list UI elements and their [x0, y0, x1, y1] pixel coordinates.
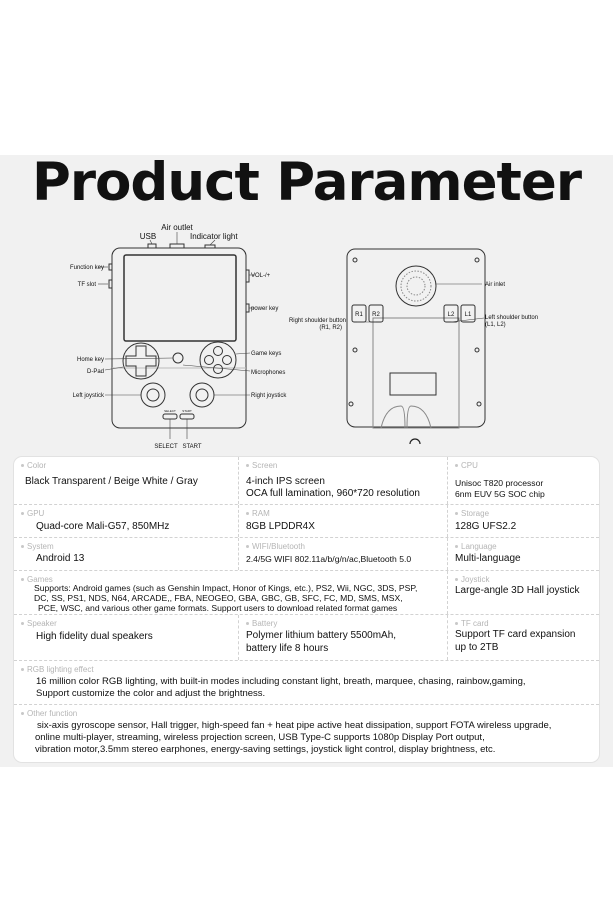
- spec-speaker-value: High fidelity dual speakers: [36, 631, 153, 642]
- label-left-shoulder-2: (L1, L2): [485, 322, 506, 328]
- headphone-jack-icon: [410, 439, 420, 444]
- label-microphones: Microphones: [251, 370, 286, 376]
- right-joystick-shape: [190, 383, 214, 407]
- left-joystick-shape: [141, 383, 165, 407]
- back-view: [347, 249, 485, 444]
- page-title: Product Parameter: [32, 152, 581, 213]
- spec-tf-card-line1: Support TF card expansion: [455, 629, 576, 640]
- spec-wifi: [238, 538, 447, 570]
- tf-slot-shape: [109, 280, 112, 288]
- spec-rgb: [14, 661, 601, 704]
- spec-other-line3: vibration motor,3.5mm stereo earphones, energy-saving settings, joystick light control, display brightness, etc.: [35, 744, 496, 755]
- label-r1: R1: [355, 312, 363, 318]
- spec-other-label: Other function: [27, 709, 78, 718]
- label-r2: R2: [372, 312, 380, 318]
- spec-cpu-line1: Unisoc T820 processor: [455, 478, 544, 488]
- spec-color-label: Color: [27, 461, 47, 470]
- start-button-shape: [180, 414, 194, 419]
- spec-language: [447, 538, 601, 570]
- spec-other-line2: online multi-player, streaming, wireless projection screen, USB Type-C supports 1080p Display Port output,: [35, 732, 485, 743]
- back-label-panel: [390, 373, 436, 395]
- spec-row-6: [14, 661, 599, 705]
- spec-other: [14, 705, 601, 763]
- spec-joystick-label: Joystick: [461, 575, 490, 584]
- spec-row-5: [14, 615, 599, 661]
- back-body-outline: [347, 249, 485, 427]
- spec-battery-line2: battery life 8 hours: [246, 643, 329, 654]
- spec-battery-label: Battery: [252, 619, 278, 628]
- usb-port: [148, 244, 156, 248]
- front-view: [98, 232, 255, 439]
- spec-storage-label: Storage: [461, 509, 490, 518]
- label-usb: USB: [139, 232, 157, 241]
- label-air-outlet: Air outlet: [161, 223, 193, 232]
- spec-rgb-label: RGB lighting effect: [27, 665, 94, 674]
- label-l2: L2: [447, 312, 455, 318]
- spec-language-label: Language: [461, 542, 497, 551]
- spec-joystick: [447, 571, 601, 614]
- spec-ram-label: RAM: [252, 509, 270, 518]
- label-select-small: SELECT: [164, 409, 176, 413]
- spec-row-1: [14, 457, 599, 505]
- spec-battery: [238, 615, 447, 660]
- spec-color: [14, 457, 238, 504]
- spec-games: [14, 571, 447, 614]
- spec-cpu: [447, 457, 601, 504]
- spec-color-value: Black Transparent / Beige White / Gray: [25, 476, 198, 487]
- label-select: SELECT: [154, 444, 178, 450]
- air-outlet-vent: [170, 244, 184, 248]
- front-labels: [70, 223, 287, 450]
- spec-battery-line1: Polymer lithium battery 5500mAh,: [246, 630, 397, 641]
- label-game-keys: Game keys: [251, 351, 282, 357]
- indicator-light-shape: [205, 245, 215, 248]
- spec-games-line2: DC, SS, PS1, NDS, N64, ARCADE,, FBA, NEOGEO, GBA, GBC, GB, SFC, FC, MD, SMS, MSX,: [34, 593, 403, 603]
- spec-screen: [238, 457, 447, 504]
- spec-screen-line2: OCA full lamination, 960*720 resolution: [246, 488, 420, 499]
- label-d-pad: D-Pad: [86, 369, 104, 375]
- spec-joystick-value: Large-angle 3D Hall joystick: [455, 585, 580, 596]
- spec-language-value: Multi-language: [455, 553, 521, 564]
- front-body-outline: [112, 248, 246, 428]
- spec-system-label: System: [27, 542, 54, 551]
- air-inlet-fan: [396, 266, 436, 306]
- device-diagram: [0, 218, 613, 458]
- label-left-shoulder-1: Left shoulder button: [485, 315, 539, 321]
- spec-speaker-label: Speaker: [27, 619, 57, 628]
- spec-storage: [447, 505, 601, 537]
- label-power-key: power key: [251, 306, 279, 312]
- spec-cpu-label: CPU: [461, 461, 478, 470]
- label-start-small: START: [182, 409, 192, 413]
- dpad-ring: [123, 343, 159, 379]
- spec-gpu: [14, 505, 238, 537]
- spec-tf-card-line2: up to 2TB: [455, 642, 499, 653]
- label-tf-slot: TF slot: [77, 282, 96, 288]
- spec-tf-card: [447, 615, 601, 660]
- abxy-ring: [200, 342, 236, 378]
- back-labels: [289, 282, 538, 331]
- label-vol: VOL-/+: [251, 273, 271, 279]
- label-right-shoulder-1: Right shoulder button: [288, 318, 346, 324]
- function-key-shape: [109, 264, 112, 270]
- spec-screen-line1: 4-inch IPS screen: [246, 476, 325, 487]
- spec-games-line3: PCE, WSC, and various other game formats. Support users to download related format games: [38, 603, 398, 613]
- spec-system: [14, 538, 238, 570]
- spec-speaker: [14, 615, 238, 660]
- spec-gpu-label: GPU: [27, 509, 45, 518]
- spec-gpu-value: Quad-core Mali-G57, 850MHz: [36, 521, 170, 532]
- label-start: START: [182, 444, 202, 450]
- label-right-joystick: Right joystick: [251, 393, 287, 399]
- spec-ram-value: 8GB LPDDR4X: [246, 521, 315, 532]
- spec-rgb-line1: 16 million color RGB lighting, with built-in modes including constant light, breath, marquee, chasing, rainbow,gaming,: [36, 676, 526, 687]
- spec-row-7: [14, 705, 599, 763]
- spec-tf-card-label: TF card: [461, 619, 489, 628]
- spec-rgb-line2: Support customize the color and adjust the brightness.: [36, 688, 266, 699]
- vol-buttons: [246, 270, 249, 282]
- dpad-cross: [126, 346, 156, 376]
- spec-row-3: [14, 538, 599, 571]
- front-screen: [124, 255, 236, 341]
- label-l1: L1: [464, 312, 472, 318]
- label-indicator-light: Indicator light: [190, 232, 238, 241]
- spec-other-line1: six-axis gyroscope sensor, Hall trigger, high-speed fan + heat pipe active heat dissipation, support FOTA wireless upgrade,: [37, 720, 552, 731]
- spec-games-label: Games: [27, 575, 53, 584]
- spec-storage-value: 128G UFS2.2: [455, 521, 517, 532]
- label-air-inlet: Air inlet: [485, 282, 506, 288]
- spec-games-line1: Supports: Android games (such as Genshin Impact, Honor of Kings, etc.), PS2, Wii, NGC, 3DS, PSP,: [34, 583, 418, 593]
- home-key-shape: [173, 353, 183, 363]
- back-stand-left: [381, 406, 405, 428]
- spec-cpu-line2: 6nm EUV 5G SOC chip: [455, 489, 545, 499]
- spec-ram: [238, 505, 447, 537]
- spec-wifi-label: WIFI/Bluetooth: [252, 542, 305, 551]
- spec-system-value: Android 13: [36, 553, 85, 564]
- label-function-key: Function key: [69, 265, 104, 271]
- label-left-joystick: Left joystick: [72, 393, 104, 399]
- spec-wifi-value: 2.4/5G WIFI 802.11a/b/g/n/ac,Bluetooth 5.0: [246, 554, 412, 564]
- spec-row-4: [14, 571, 599, 615]
- spec-row-2: [14, 505, 599, 538]
- label-home-key: Home key: [76, 357, 104, 363]
- spec-card: [13, 456, 600, 763]
- power-key-shape: [246, 304, 249, 312]
- label-right-shoulder-2: (R1, R2): [319, 325, 342, 331]
- select-button-shape: [163, 414, 177, 419]
- spec-screen-label: Screen: [252, 461, 278, 470]
- back-stand-right: [407, 406, 431, 428]
